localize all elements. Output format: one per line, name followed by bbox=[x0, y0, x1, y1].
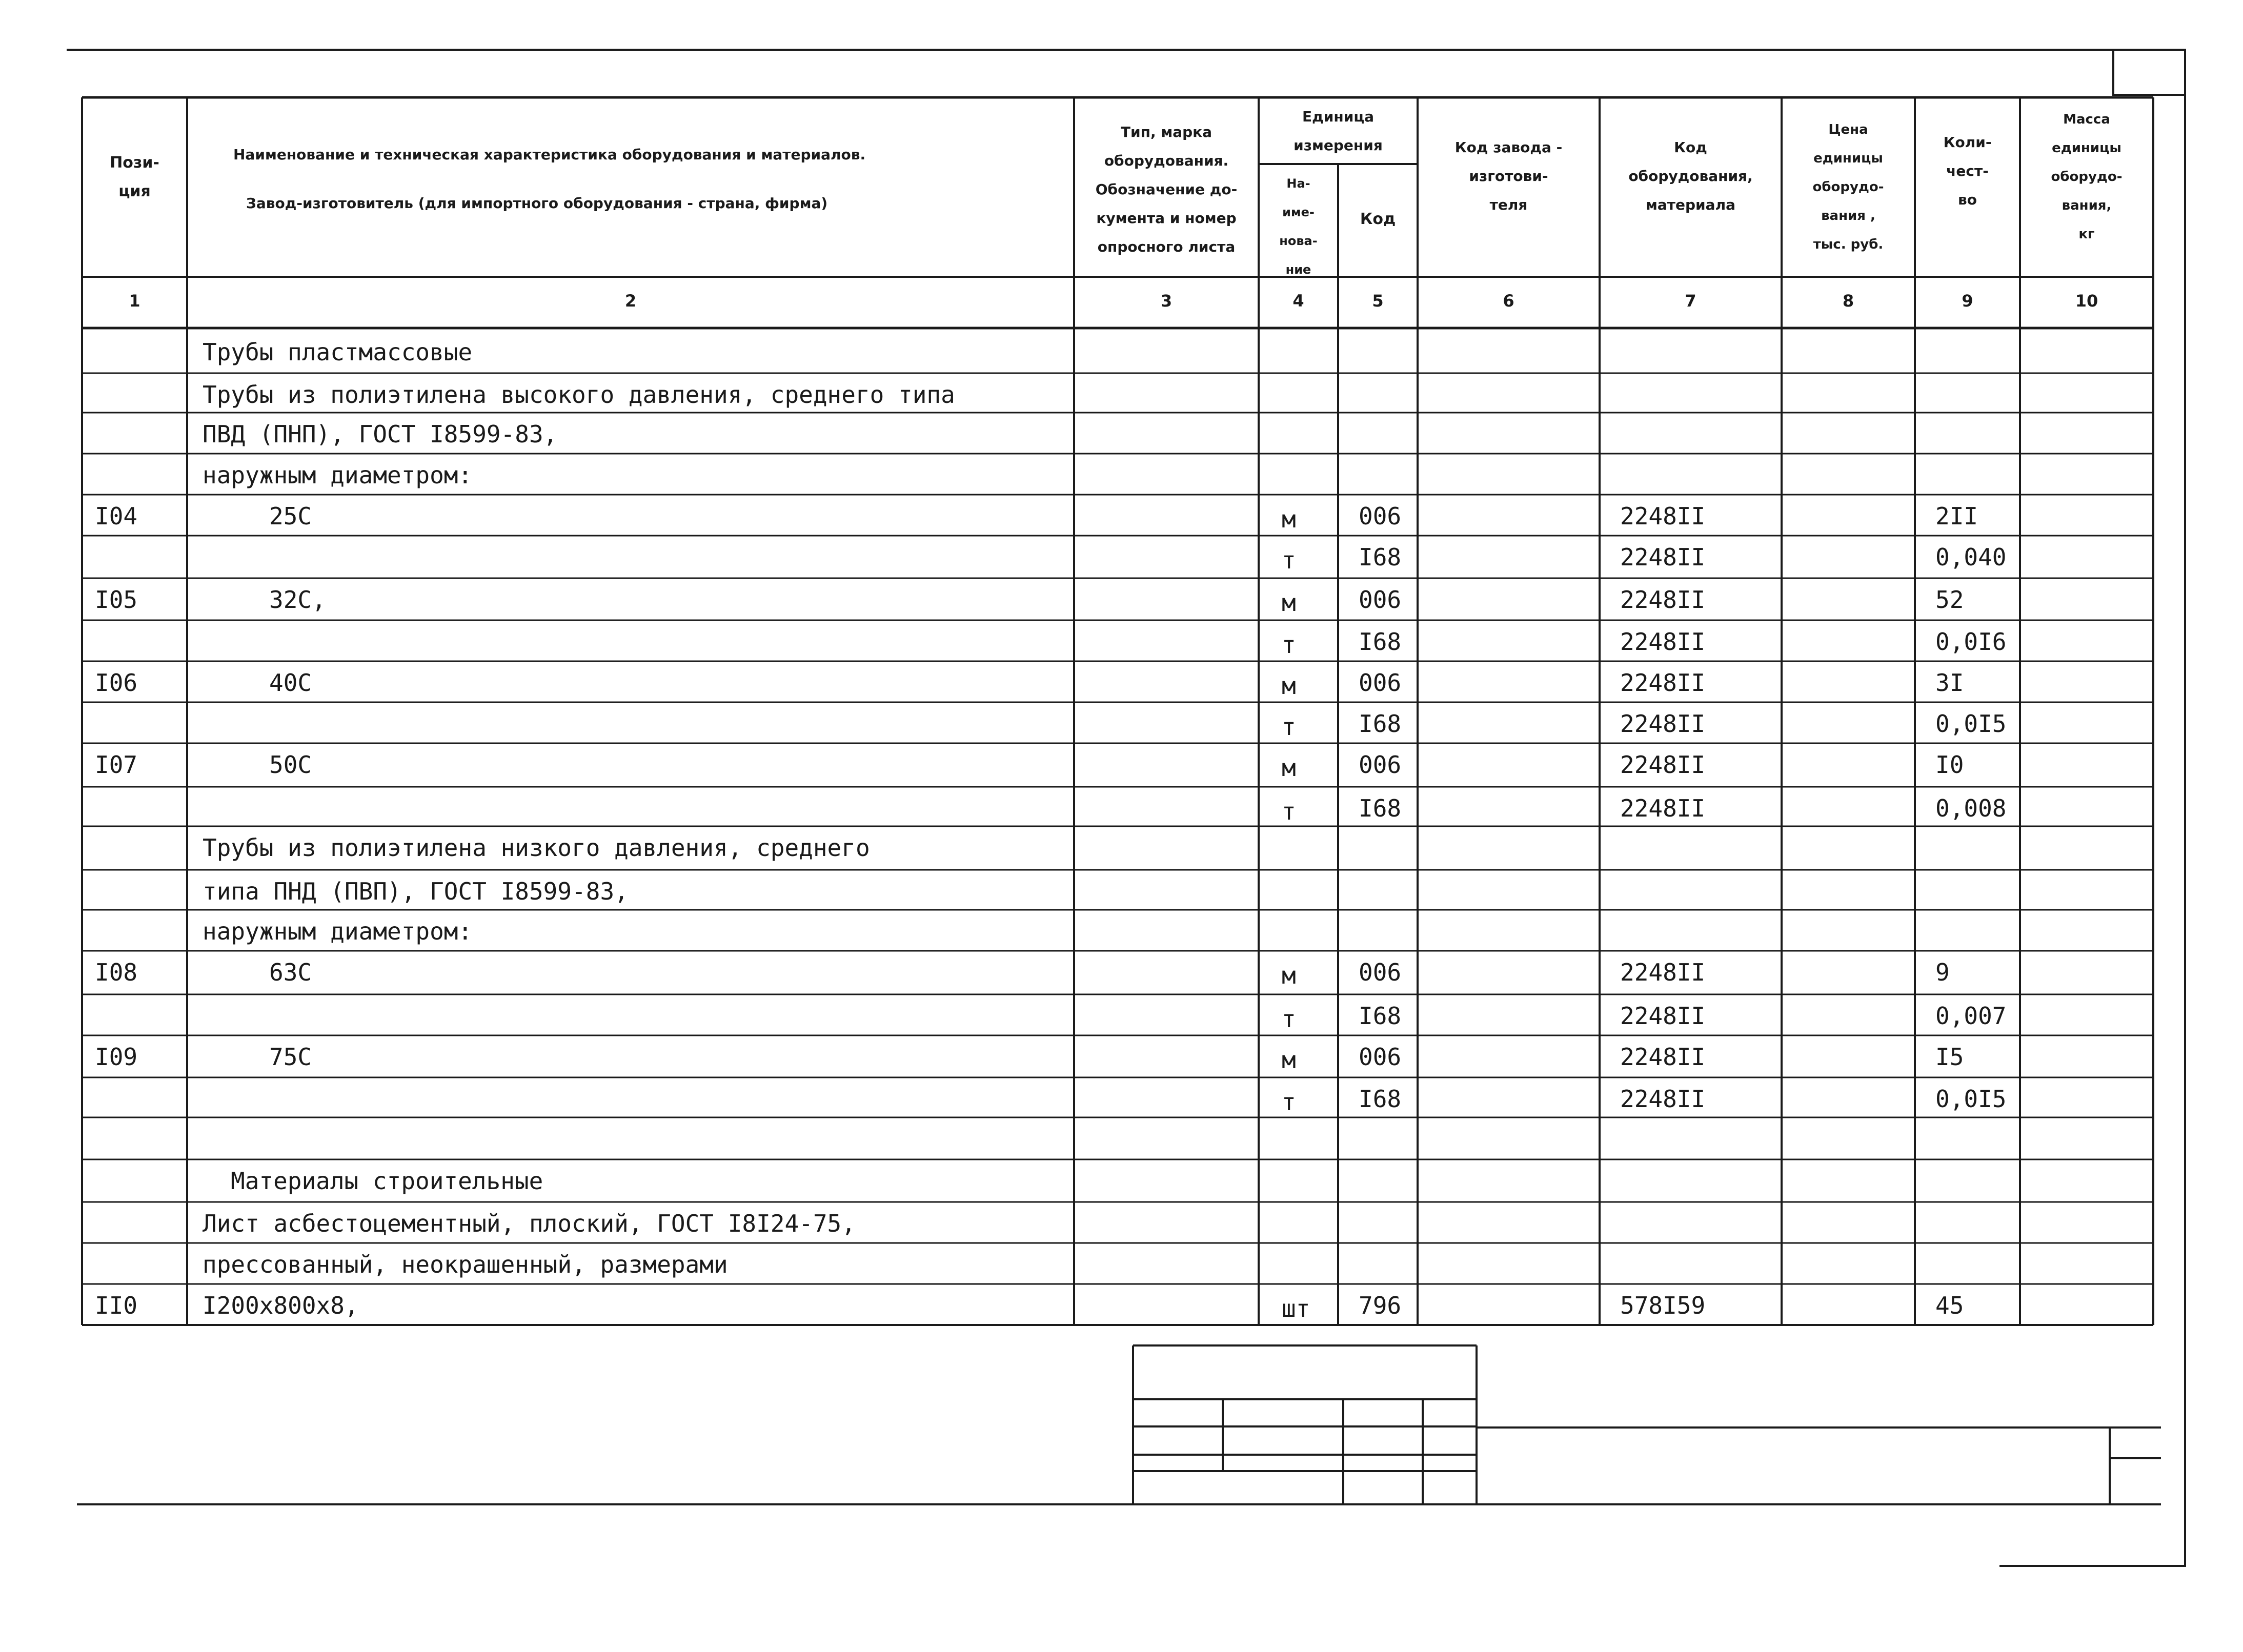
row-material-code: 2248II bbox=[1620, 543, 1706, 571]
row-name: Материалы строительные bbox=[231, 1167, 543, 1195]
row-material-code: 2248II bbox=[1620, 958, 1706, 986]
row-name: 40С bbox=[269, 669, 312, 697]
row-quantity: 52 bbox=[1935, 586, 1964, 614]
row-name: наружным диаметром: bbox=[203, 461, 473, 489]
header-unit: Единица измерения bbox=[1294, 108, 1383, 154]
row-quantity: 45 bbox=[1935, 1292, 1964, 1319]
bottom-frame-line bbox=[1999, 1565, 2186, 1567]
row-name: 25С bbox=[269, 502, 312, 530]
row-name: наружным диаметром: bbox=[203, 917, 473, 945]
header-name-line2: Завод-изготовитель (для импортного оборудования - страна, фирма) bbox=[246, 195, 828, 212]
row-quantity: 0,040 bbox=[1935, 543, 2007, 571]
row-quantity: 0,007 bbox=[1935, 1002, 2007, 1030]
row-unit-code: 796 bbox=[1359, 1292, 1402, 1319]
row-unit-name: т bbox=[1282, 1088, 1296, 1116]
row-unit-name: м bbox=[1282, 672, 1296, 700]
row-name: 50С bbox=[269, 751, 312, 779]
row-material-code: 578I59 bbox=[1620, 1292, 1706, 1319]
column-number-2: 2 bbox=[624, 291, 637, 311]
row-unit-code: 006 bbox=[1359, 669, 1402, 697]
header-position: Пози- ция bbox=[110, 154, 159, 200]
header-quantity: Коли- чест- во bbox=[1943, 134, 1992, 208]
row-quantity: 9 bbox=[1935, 958, 1950, 986]
row-unit-name: м bbox=[1282, 589, 1296, 617]
header-price: Цена единицы оборудо- вания , тыс. руб. bbox=[1812, 122, 1884, 252]
row-unit-code: I68 bbox=[1359, 710, 1402, 738]
row-quantity: 0,0I5 bbox=[1935, 1085, 2007, 1113]
row-name: 63С bbox=[269, 958, 312, 986]
row-name: 75С bbox=[269, 1043, 312, 1071]
row-unit-name: т bbox=[1282, 631, 1296, 659]
column-number-5: 5 bbox=[1372, 291, 1384, 311]
row-name: Трубы из полиэтилена низкого давления, среднего bbox=[203, 834, 870, 862]
column-number-9: 9 bbox=[1962, 291, 1973, 311]
header-name-line1: Наименование и техническая характеристика оборудования и материалов. bbox=[233, 146, 866, 163]
row-quantity: I0 bbox=[1935, 751, 1964, 779]
column-number-4: 4 bbox=[1292, 291, 1304, 311]
row-unit-code: 006 bbox=[1359, 586, 1402, 614]
row-quantity: 0,0I6 bbox=[1935, 628, 2007, 656]
row-position: I08 bbox=[95, 958, 138, 986]
row-material-code: 2248II bbox=[1620, 1085, 1706, 1113]
column-number-8: 8 bbox=[1842, 291, 1854, 311]
header-factory-code: Код завода - изготови- теля bbox=[1454, 139, 1563, 213]
row-material-code: 2248II bbox=[1620, 586, 1706, 614]
row-unit-name: т bbox=[1282, 713, 1296, 741]
row-unit-code: I68 bbox=[1359, 1002, 1402, 1030]
column-number-1: 1 bbox=[129, 291, 140, 311]
row-position: I07 bbox=[95, 751, 138, 779]
row-position: I05 bbox=[95, 586, 138, 614]
row-unit-code: 006 bbox=[1359, 502, 1402, 530]
row-material-code: 2248II bbox=[1620, 628, 1706, 656]
row-unit-name: м bbox=[1282, 754, 1296, 782]
row-unit-name: т bbox=[1282, 1005, 1296, 1033]
row-unit-name: шт bbox=[1282, 1295, 1310, 1322]
column-number-7: 7 bbox=[1685, 291, 1696, 311]
row-material-code: 2248II bbox=[1620, 1002, 1706, 1030]
row-unit-name: м bbox=[1282, 1046, 1296, 1074]
row-name: Трубы пластмассовые bbox=[203, 338, 473, 366]
row-position: I09 bbox=[95, 1043, 138, 1071]
row-unit-code: I68 bbox=[1359, 794, 1402, 822]
header-unit-name: На- име- нова- ние bbox=[1279, 176, 1318, 277]
header-mass: Масса единицы оборудо- вания, кг bbox=[2051, 112, 2123, 242]
row-quantity: I5 bbox=[1935, 1043, 1964, 1071]
row-unit-name: т bbox=[1282, 546, 1296, 574]
column-number-6: 6 bbox=[1503, 291, 1514, 311]
column-number-10: 10 bbox=[2075, 291, 2098, 311]
row-material-code: 2248II bbox=[1620, 794, 1706, 822]
row-unit-code: I68 bbox=[1359, 1085, 1402, 1113]
row-material-code: 2248II bbox=[1620, 669, 1706, 697]
row-quantity: 2II bbox=[1935, 502, 1978, 530]
row-unit-code: 006 bbox=[1359, 751, 1402, 779]
row-position: I04 bbox=[95, 502, 138, 530]
row-unit-code: 006 bbox=[1359, 1043, 1402, 1071]
row-name: ПВД (ПНП), ГОСТ I8599-83, bbox=[203, 420, 558, 448]
row-unit-name: м bbox=[1282, 505, 1296, 533]
row-material-code: 2248II bbox=[1620, 751, 1706, 779]
row-name: Трубы из полиэтилена высокого давления, среднего типа bbox=[203, 381, 955, 409]
row-quantity: 0,008 bbox=[1935, 794, 2007, 822]
row-quantity: 0,0I5 bbox=[1935, 710, 2007, 738]
column-number-3: 3 bbox=[1160, 291, 1173, 311]
row-material-code: 2248II bbox=[1620, 710, 1706, 738]
row-position: II0 bbox=[95, 1292, 138, 1319]
row-unit-code: I68 bbox=[1359, 543, 1402, 571]
row-material-code: 2248II bbox=[1620, 1043, 1706, 1071]
row-name: Лист асбестоцементный, плоский, ГОСТ I8I24-75, bbox=[203, 1210, 856, 1237]
header-unit-code: Код bbox=[1360, 210, 1396, 228]
row-name: 32С, bbox=[269, 586, 326, 614]
row-name: прессованный, неокрашенный, размерами bbox=[203, 1251, 728, 1278]
header-equipment-code: Код оборудования, материала bbox=[1628, 139, 1753, 213]
row-position: I06 bbox=[95, 669, 138, 697]
row-unit-code: I68 bbox=[1359, 628, 1402, 656]
row-name: I200x800x8, bbox=[203, 1292, 359, 1319]
header-type: Тип, марка оборудования. Обозначение до- кумента и номер опросного листа bbox=[1095, 124, 1238, 255]
row-unit-code: 006 bbox=[1359, 958, 1402, 986]
row-quantity: 3I bbox=[1935, 669, 1964, 697]
row-unit-name: м bbox=[1282, 962, 1296, 989]
row-unit-name: т bbox=[1282, 798, 1296, 825]
row-material-code: 2248II bbox=[1620, 502, 1706, 530]
row-name: типа ПНД (ПВП), ГОСТ I8599-83, bbox=[203, 878, 629, 905]
